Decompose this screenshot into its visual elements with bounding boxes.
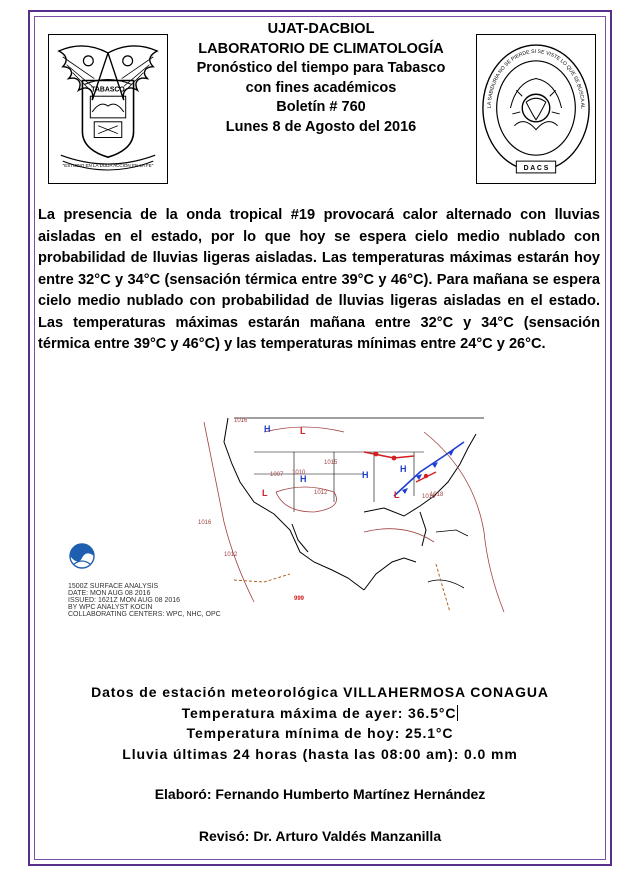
map-caption-line: 1500Z SURFACE ANALYSIS <box>68 583 159 590</box>
header-institution: UJAT-DACBIOL <box>267 21 375 37</box>
map-pressure-label: 1012 <box>314 490 328 496</box>
map-hl-label: H <box>300 474 307 484</box>
dacs-seal-graphic <box>477 35 595 183</box>
station-tmin: Temperatura mínima de hoy: 25.1°C <box>186 725 454 741</box>
station-rain: Lluvia últimas 24 horas (hasta las 08:00 am): 0.0 mm <box>122 745 518 762</box>
map-caption <box>68 583 221 618</box>
header-purpose-line: con fines académicos <box>245 79 397 96</box>
dacs-bottom-text: D A C S <box>523 164 549 172</box>
station-tmax-row <box>40 703 600 724</box>
map-pressure-label: 1007 <box>270 472 284 478</box>
text-cursor <box>457 705 458 721</box>
map-pressure-label: 1012 <box>224 552 238 558</box>
noaa-logo-icon <box>70 544 94 568</box>
station-data-block <box>40 682 600 764</box>
header-title-block <box>170 20 472 137</box>
map-caption-line: ISSUED: 1621Z MON AUG 08 2016 <box>68 597 181 604</box>
map-pressure-label: 1016 <box>234 418 248 424</box>
map-pressure-label: 1015 <box>324 460 338 466</box>
header-lab: LABORATORIO DE CLIMATOLOGÍA <box>198 40 444 57</box>
ujat-banner-text: TABASCO <box>91 86 125 94</box>
map-pressure-label: 1016 <box>198 520 212 526</box>
map-hl-label: L <box>394 490 400 500</box>
dacs-ring-textpath: LA SABIDURÍA NO SE PIERDE SI SE VISTE LO QUE SE BUSCA AL <box>486 48 586 110</box>
forecast-paragraph: La presencia de la onda tropical #19 provocará calor alternado con lluvias aisladas en el estado, por lo que hoy se espera cielo medio nublado con probabilidad de lluvias ligeras aisladas. Las temperaturas máximas estarán hoy entre 32°C y 34°C (sensación térmica entre 39°C y 46°C). Para mañana se espera cielo medio nublado con probabilidad de lluvias ligeras aisladas en el estado. Las temperaturas máximas estarán mañana entre 32°C y 34°C (sensación térmica entre 39°C y 46°C) y las temperaturas mínimas entre 24°C y 26°C. <box>38 207 600 352</box>
header-date: Lunes 8 de Agosto del 2016 <box>225 118 417 135</box>
map-pressure-label: 1016 <box>422 494 436 500</box>
map-caption-line: COLLABORATING CENTERS: WPC, NHC, OPC <box>68 611 221 618</box>
credit-elaboro: Elaboró: Fernando Humberto Martínez Hernández <box>154 786 486 802</box>
map-hl-label: H <box>264 424 271 434</box>
map-hl-label: L <box>262 488 268 498</box>
bulletin-header <box>40 20 600 188</box>
map-caption-line: BY WPC ANALYST KOCIN <box>68 604 153 611</box>
map-pressure-label: 1010 <box>292 470 306 476</box>
station-title: Datos de estación meteorológica VILLAHERMOSA CONAGUA <box>91 684 549 700</box>
header-forecast-line: Pronóstico del tiempo para Tabasco <box>196 60 446 76</box>
map-hl-label: H <box>400 464 407 474</box>
dacs-seal-icon <box>476 34 596 184</box>
map-caption-line: DATE: MON AUG 08 2016 <box>68 590 151 597</box>
ujat-seal-icon <box>48 34 168 184</box>
header-bulletin-number: Boletín # 760 <box>276 99 366 115</box>
credit-reviso: Revisó: Dr. Arturo Valdés Manzanilla <box>198 828 442 844</box>
ujat-seal-graphic <box>49 35 167 183</box>
map-pressure-label: 999 <box>294 596 305 602</box>
station-tmax: Temperatura máxima de ayer: 36.5°C <box>181 704 457 721</box>
ujat-motto-text: "ESTUDIO EN LA DUDA ACCIÓN EN LA FE" <box>62 163 154 169</box>
map-hl-label: L <box>300 426 306 436</box>
map-hl-label: H <box>362 470 369 480</box>
map-pressure-label: 1018 <box>430 492 444 498</box>
surface-analysis-graphic <box>64 412 556 636</box>
surface-analysis-map <box>64 412 556 636</box>
dacs-ring-text <box>477 35 585 109</box>
